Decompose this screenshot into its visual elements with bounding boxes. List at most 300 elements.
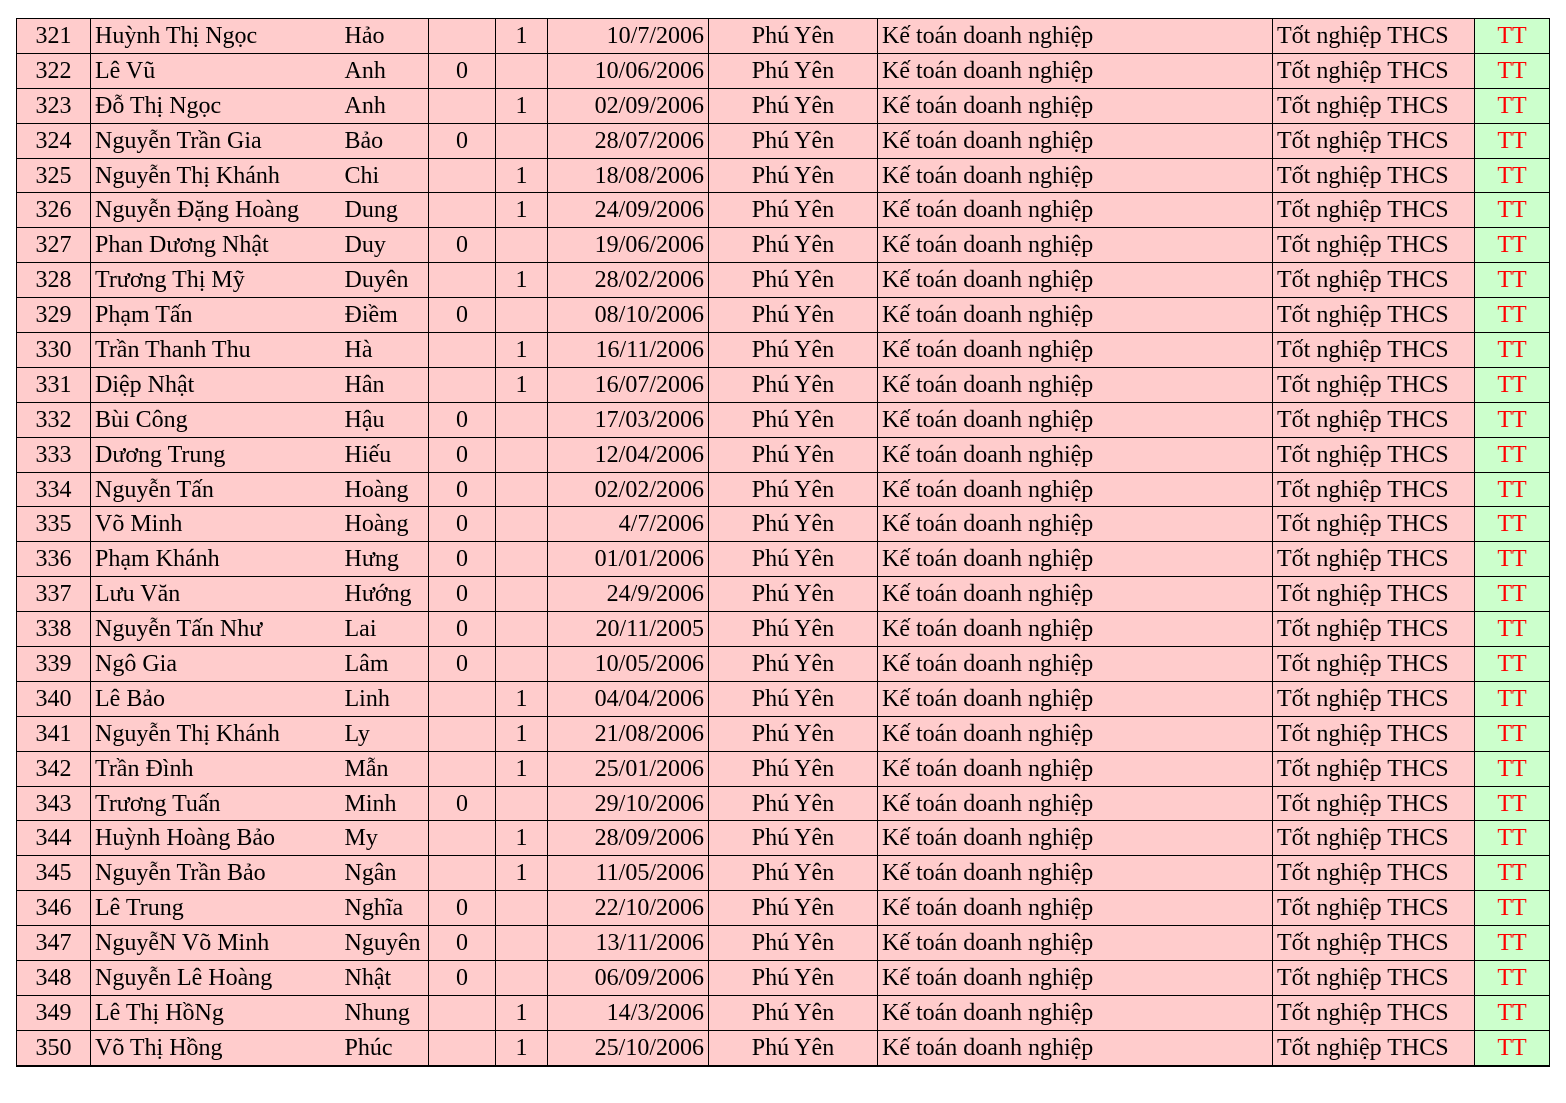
- first-name-cell[interactable]: Nhung: [341, 995, 429, 1030]
- birth-place-cell[interactable]: Phú Yên: [709, 402, 878, 437]
- gender-female-cell[interactable]: [496, 612, 548, 647]
- major-cell[interactable]: Kế toán doanh nghiệp: [878, 472, 1273, 507]
- birth-date-cell[interactable]: 28/09/2006: [548, 821, 709, 856]
- gender-male-cell[interactable]: 0: [429, 786, 496, 821]
- last-middle-name-cell[interactable]: NguyễN Võ Minh: [91, 926, 341, 961]
- row-number-cell[interactable]: 321: [17, 19, 91, 54]
- last-middle-name-cell[interactable]: Võ Thị Hồng: [91, 1030, 341, 1065]
- birth-date-cell[interactable]: 24/09/2006: [548, 193, 709, 228]
- table-row[interactable]: [17, 891, 1550, 926]
- status-cell[interactable]: TT: [1475, 821, 1550, 856]
- birth-place-cell[interactable]: Phú Yên: [709, 367, 878, 402]
- birth-place-cell[interactable]: Phú Yên: [709, 891, 878, 926]
- gender-female-cell[interactable]: [496, 472, 548, 507]
- birth-place-cell[interactable]: Phú Yên: [709, 507, 878, 542]
- birth-place-cell[interactable]: Phú Yên: [709, 298, 878, 333]
- education-level-cell[interactable]: Tốt nghiệp THCS: [1273, 228, 1475, 263]
- first-name-cell[interactable]: Điềm: [341, 298, 429, 333]
- education-level-cell[interactable]: Tốt nghiệp THCS: [1273, 891, 1475, 926]
- table-row[interactable]: [17, 577, 1550, 612]
- row-number-cell[interactable]: 336: [17, 542, 91, 577]
- birth-date-cell[interactable]: 12/04/2006: [548, 437, 709, 472]
- gender-female-cell[interactable]: [496, 123, 548, 158]
- last-middle-name-cell[interactable]: Phạm Tấn: [91, 298, 341, 333]
- gender-male-cell[interactable]: [429, 821, 496, 856]
- table-row[interactable]: [17, 88, 1550, 123]
- first-name-cell[interactable]: Anh: [341, 88, 429, 123]
- first-name-cell[interactable]: Nghĩa: [341, 891, 429, 926]
- birth-place-cell[interactable]: Phú Yên: [709, 472, 878, 507]
- gender-male-cell[interactable]: [429, 263, 496, 298]
- gender-male-cell[interactable]: 0: [429, 647, 496, 682]
- education-level-cell[interactable]: Tốt nghiệp THCS: [1273, 507, 1475, 542]
- major-cell[interactable]: Kế toán doanh nghiệp: [878, 786, 1273, 821]
- birth-place-cell[interactable]: Phú Yên: [709, 786, 878, 821]
- gender-female-cell[interactable]: 1: [496, 88, 548, 123]
- last-middle-name-cell[interactable]: Nguyễn Thị Khánh: [91, 716, 341, 751]
- education-level-cell[interactable]: Tốt nghiệp THCS: [1273, 53, 1475, 88]
- birth-date-cell[interactable]: 24/9/2006: [548, 577, 709, 612]
- birth-place-cell[interactable]: Phú Yên: [709, 263, 878, 298]
- major-cell[interactable]: Kế toán doanh nghiệp: [878, 1030, 1273, 1065]
- row-number-cell[interactable]: 327: [17, 228, 91, 263]
- first-name-cell[interactable]: Hướng: [341, 577, 429, 612]
- birth-place-cell[interactable]: Phú Yên: [709, 542, 878, 577]
- last-middle-name-cell[interactable]: Phan Dương Nhật: [91, 228, 341, 263]
- first-name-cell[interactable]: My: [341, 821, 429, 856]
- last-middle-name-cell[interactable]: Lê Thị HồNg: [91, 995, 341, 1030]
- first-name-cell[interactable]: Hà: [341, 333, 429, 368]
- birth-date-cell[interactable]: 29/10/2006: [548, 786, 709, 821]
- first-name-cell[interactable]: Ly: [341, 716, 429, 751]
- row-number-cell[interactable]: 328: [17, 263, 91, 298]
- table-row[interactable]: [17, 263, 1550, 298]
- gender-male-cell[interactable]: [429, 367, 496, 402]
- status-cell[interactable]: TT: [1475, 53, 1550, 88]
- gender-male-cell[interactable]: [429, 158, 496, 193]
- education-level-cell[interactable]: Tốt nghiệp THCS: [1273, 821, 1475, 856]
- row-number-cell[interactable]: 339: [17, 647, 91, 682]
- status-cell[interactable]: TT: [1475, 751, 1550, 786]
- first-name-cell[interactable]: Phúc: [341, 1030, 429, 1065]
- first-name-cell[interactable]: Hậu: [341, 402, 429, 437]
- table-row[interactable]: [17, 786, 1550, 821]
- status-cell[interactable]: TT: [1475, 298, 1550, 333]
- last-middle-name-cell[interactable]: Nguyễn Lê Hoàng: [91, 961, 341, 996]
- status-cell[interactable]: TT: [1475, 88, 1550, 123]
- last-middle-name-cell[interactable]: Lưu Văn: [91, 577, 341, 612]
- table-row[interactable]: [17, 158, 1550, 193]
- education-level-cell[interactable]: Tốt nghiệp THCS: [1273, 19, 1475, 54]
- row-number-cell[interactable]: 335: [17, 507, 91, 542]
- table-row[interactable]: [17, 681, 1550, 716]
- gender-female-cell[interactable]: [496, 786, 548, 821]
- birth-place-cell[interactable]: Phú Yên: [709, 961, 878, 996]
- table-row[interactable]: [17, 995, 1550, 1030]
- major-cell[interactable]: Kế toán doanh nghiệp: [878, 612, 1273, 647]
- last-middle-name-cell[interactable]: Nguyễn Đặng Hoàng: [91, 193, 341, 228]
- gender-male-cell[interactable]: [429, 995, 496, 1030]
- birth-date-cell[interactable]: 28/07/2006: [548, 123, 709, 158]
- major-cell[interactable]: Kế toán doanh nghiệp: [878, 507, 1273, 542]
- birth-date-cell[interactable]: 16/11/2006: [548, 333, 709, 368]
- gender-female-cell[interactable]: 1: [496, 333, 548, 368]
- education-level-cell[interactable]: Tốt nghiệp THCS: [1273, 542, 1475, 577]
- last-middle-name-cell[interactable]: Lê Trung: [91, 891, 341, 926]
- birth-place-cell[interactable]: Phú Yên: [709, 751, 878, 786]
- birth-place-cell[interactable]: Phú Yên: [709, 53, 878, 88]
- gender-male-cell[interactable]: 0: [429, 577, 496, 612]
- major-cell[interactable]: Kế toán doanh nghiệp: [878, 542, 1273, 577]
- education-level-cell[interactable]: Tốt nghiệp THCS: [1273, 926, 1475, 961]
- row-number-cell[interactable]: 345: [17, 856, 91, 891]
- major-cell[interactable]: Kế toán doanh nghiệp: [878, 926, 1273, 961]
- major-cell[interactable]: Kế toán doanh nghiệp: [878, 856, 1273, 891]
- birth-place-cell[interactable]: Phú Yên: [709, 995, 878, 1030]
- gender-male-cell[interactable]: [429, 716, 496, 751]
- birth-date-cell[interactable]: 11/05/2006: [548, 856, 709, 891]
- gender-male-cell[interactable]: 0: [429, 926, 496, 961]
- birth-place-cell[interactable]: Phú Yên: [709, 158, 878, 193]
- last-middle-name-cell[interactable]: Bùi Công: [91, 402, 341, 437]
- education-level-cell[interactable]: Tốt nghiệp THCS: [1273, 647, 1475, 682]
- first-name-cell[interactable]: Hoàng: [341, 472, 429, 507]
- first-name-cell[interactable]: Nguyên: [341, 926, 429, 961]
- first-name-cell[interactable]: Mẫn: [341, 751, 429, 786]
- table-row[interactable]: [17, 751, 1550, 786]
- last-middle-name-cell[interactable]: Trần Đình: [91, 751, 341, 786]
- status-cell[interactable]: TT: [1475, 1030, 1550, 1065]
- table-row[interactable]: [17, 228, 1550, 263]
- last-middle-name-cell[interactable]: Phạm Khánh: [91, 542, 341, 577]
- last-middle-name-cell[interactable]: Nguyễn Trần Bảo: [91, 856, 341, 891]
- gender-male-cell[interactable]: 0: [429, 472, 496, 507]
- status-cell[interactable]: TT: [1475, 856, 1550, 891]
- birth-place-cell[interactable]: Phú Yên: [709, 612, 878, 647]
- education-level-cell[interactable]: Tốt nghiệp THCS: [1273, 472, 1475, 507]
- birth-date-cell[interactable]: 25/10/2006: [548, 1030, 709, 1065]
- gender-male-cell[interactable]: 0: [429, 961, 496, 996]
- major-cell[interactable]: Kế toán doanh nghiệp: [878, 961, 1273, 996]
- major-cell[interactable]: Kế toán doanh nghiệp: [878, 681, 1273, 716]
- birth-date-cell[interactable]: 18/08/2006: [548, 158, 709, 193]
- status-cell[interactable]: TT: [1475, 507, 1550, 542]
- first-name-cell[interactable]: Hưng: [341, 542, 429, 577]
- table-row[interactable]: [17, 402, 1550, 437]
- status-cell[interactable]: TT: [1475, 367, 1550, 402]
- gender-female-cell[interactable]: [496, 507, 548, 542]
- birth-date-cell[interactable]: 28/02/2006: [548, 263, 709, 298]
- first-name-cell[interactable]: Bảo: [341, 123, 429, 158]
- gender-female-cell[interactable]: 1: [496, 193, 548, 228]
- status-cell[interactable]: TT: [1475, 472, 1550, 507]
- last-middle-name-cell[interactable]: Đỗ Thị Ngọc: [91, 88, 341, 123]
- major-cell[interactable]: Kế toán doanh nghiệp: [878, 263, 1273, 298]
- gender-male-cell[interactable]: 0: [429, 612, 496, 647]
- table-row[interactable]: [17, 19, 1550, 54]
- row-number-cell[interactable]: 332: [17, 402, 91, 437]
- birth-date-cell[interactable]: 14/3/2006: [548, 995, 709, 1030]
- major-cell[interactable]: Kế toán doanh nghiệp: [878, 53, 1273, 88]
- birth-date-cell[interactable]: 13/11/2006: [548, 926, 709, 961]
- last-middle-name-cell[interactable]: Huỳnh Hoàng Bảo: [91, 821, 341, 856]
- gender-female-cell[interactable]: [496, 53, 548, 88]
- gender-male-cell[interactable]: 0: [429, 542, 496, 577]
- status-cell[interactable]: TT: [1475, 228, 1550, 263]
- first-name-cell[interactable]: Dung: [341, 193, 429, 228]
- row-number-cell[interactable]: 329: [17, 298, 91, 333]
- education-level-cell[interactable]: Tốt nghiệp THCS: [1273, 402, 1475, 437]
- table-row[interactable]: [17, 367, 1550, 402]
- education-level-cell[interactable]: Tốt nghiệp THCS: [1273, 995, 1475, 1030]
- gender-female-cell[interactable]: 1: [496, 856, 548, 891]
- first-name-cell[interactable]: Hoàng: [341, 507, 429, 542]
- first-name-cell[interactable]: Duy: [341, 228, 429, 263]
- status-cell[interactable]: TT: [1475, 577, 1550, 612]
- education-level-cell[interactable]: Tốt nghiệp THCS: [1273, 681, 1475, 716]
- last-middle-name-cell[interactable]: Nguyễn Tấn Như: [91, 612, 341, 647]
- birth-place-cell[interactable]: Phú Yên: [709, 1030, 878, 1065]
- row-number-cell[interactable]: 322: [17, 53, 91, 88]
- status-cell[interactable]: TT: [1475, 926, 1550, 961]
- gender-male-cell[interactable]: 0: [429, 437, 496, 472]
- last-middle-name-cell[interactable]: Ngô Gia: [91, 647, 341, 682]
- gender-male-cell[interactable]: 0: [429, 53, 496, 88]
- table-row[interactable]: [17, 53, 1550, 88]
- education-level-cell[interactable]: Tốt nghiệp THCS: [1273, 1030, 1475, 1065]
- first-name-cell[interactable]: Lai: [341, 612, 429, 647]
- row-number-cell[interactable]: 346: [17, 891, 91, 926]
- status-cell[interactable]: TT: [1475, 647, 1550, 682]
- gender-male-cell[interactable]: [429, 751, 496, 786]
- birth-place-cell[interactable]: Phú Yên: [709, 926, 878, 961]
- gender-male-cell[interactable]: [429, 1030, 496, 1065]
- major-cell[interactable]: Kế toán doanh nghiệp: [878, 19, 1273, 54]
- education-level-cell[interactable]: Tốt nghiệp THCS: [1273, 751, 1475, 786]
- table-row[interactable]: [17, 472, 1550, 507]
- gender-female-cell[interactable]: [496, 402, 548, 437]
- major-cell[interactable]: Kế toán doanh nghiệp: [878, 123, 1273, 158]
- birth-place-cell[interactable]: Phú Yên: [709, 437, 878, 472]
- status-cell[interactable]: TT: [1475, 19, 1550, 54]
- birth-date-cell[interactable]: 06/09/2006: [548, 961, 709, 996]
- gender-female-cell[interactable]: [496, 577, 548, 612]
- gender-female-cell[interactable]: [496, 891, 548, 926]
- birth-date-cell[interactable]: 21/08/2006: [548, 716, 709, 751]
- gender-male-cell[interactable]: [429, 681, 496, 716]
- birth-date-cell[interactable]: 08/10/2006: [548, 298, 709, 333]
- last-middle-name-cell[interactable]: Lê Vũ: [91, 53, 341, 88]
- birth-date-cell[interactable]: 19/06/2006: [548, 228, 709, 263]
- major-cell[interactable]: Kế toán doanh nghiệp: [878, 193, 1273, 228]
- row-number-cell[interactable]: 347: [17, 926, 91, 961]
- major-cell[interactable]: Kế toán doanh nghiệp: [878, 228, 1273, 263]
- table-row[interactable]: [17, 193, 1550, 228]
- birth-date-cell[interactable]: 4/7/2006: [548, 507, 709, 542]
- table-row[interactable]: [17, 716, 1550, 751]
- row-number-cell[interactable]: 326: [17, 193, 91, 228]
- status-cell[interactable]: TT: [1475, 333, 1550, 368]
- last-middle-name-cell[interactable]: Võ Minh: [91, 507, 341, 542]
- gender-female-cell[interactable]: [496, 542, 548, 577]
- major-cell[interactable]: Kế toán doanh nghiệp: [878, 298, 1273, 333]
- major-cell[interactable]: Kế toán doanh nghiệp: [878, 647, 1273, 682]
- first-name-cell[interactable]: Hân: [341, 367, 429, 402]
- education-level-cell[interactable]: Tốt nghiệp THCS: [1273, 716, 1475, 751]
- first-name-cell[interactable]: Hiếu: [341, 437, 429, 472]
- row-number-cell[interactable]: 323: [17, 88, 91, 123]
- table-row[interactable]: [17, 821, 1550, 856]
- row-number-cell[interactable]: 333: [17, 437, 91, 472]
- table-row[interactable]: [17, 647, 1550, 682]
- major-cell[interactable]: Kế toán doanh nghiệp: [878, 333, 1273, 368]
- last-middle-name-cell[interactable]: Trương Thị Mỹ: [91, 263, 341, 298]
- status-cell[interactable]: TT: [1475, 612, 1550, 647]
- first-name-cell[interactable]: Minh: [341, 786, 429, 821]
- row-number-cell[interactable]: 348: [17, 961, 91, 996]
- major-cell[interactable]: Kế toán doanh nghiệp: [878, 577, 1273, 612]
- education-level-cell[interactable]: Tốt nghiệp THCS: [1273, 88, 1475, 123]
- table-row[interactable]: [17, 612, 1550, 647]
- education-level-cell[interactable]: Tốt nghiệp THCS: [1273, 193, 1475, 228]
- gender-male-cell[interactable]: 0: [429, 298, 496, 333]
- row-number-cell[interactable]: 349: [17, 995, 91, 1030]
- birth-date-cell[interactable]: 20/11/2005: [548, 612, 709, 647]
- table-row[interactable]: [17, 507, 1550, 542]
- birth-date-cell[interactable]: 10/06/2006: [548, 53, 709, 88]
- major-cell[interactable]: Kế toán doanh nghiệp: [878, 716, 1273, 751]
- first-name-cell[interactable]: Linh: [341, 681, 429, 716]
- last-middle-name-cell[interactable]: Nguyễn Thị Khánh: [91, 158, 341, 193]
- gender-male-cell[interactable]: 0: [429, 402, 496, 437]
- row-number-cell[interactable]: 344: [17, 821, 91, 856]
- gender-female-cell[interactable]: 1: [496, 751, 548, 786]
- gender-female-cell[interactable]: 1: [496, 158, 548, 193]
- table-row[interactable]: [17, 437, 1550, 472]
- row-number-cell[interactable]: 340: [17, 681, 91, 716]
- education-level-cell[interactable]: Tốt nghiệp THCS: [1273, 333, 1475, 368]
- status-cell[interactable]: TT: [1475, 891, 1550, 926]
- last-middle-name-cell[interactable]: Nguyễn Trần Gia: [91, 123, 341, 158]
- first-name-cell[interactable]: Duyên: [341, 263, 429, 298]
- birth-date-cell[interactable]: 02/02/2006: [548, 472, 709, 507]
- table-row[interactable]: [17, 1030, 1550, 1065]
- education-level-cell[interactable]: Tốt nghiệp THCS: [1273, 786, 1475, 821]
- last-middle-name-cell[interactable]: Diệp Nhật: [91, 367, 341, 402]
- gender-male-cell[interactable]: [429, 88, 496, 123]
- birth-date-cell[interactable]: 04/04/2006: [548, 681, 709, 716]
- table-row[interactable]: [17, 333, 1550, 368]
- status-cell[interactable]: TT: [1475, 961, 1550, 996]
- last-middle-name-cell[interactable]: Lê Bảo: [91, 681, 341, 716]
- first-name-cell[interactable]: Chi: [341, 158, 429, 193]
- gender-male-cell[interactable]: [429, 856, 496, 891]
- row-number-cell[interactable]: 338: [17, 612, 91, 647]
- status-cell[interactable]: TT: [1475, 123, 1550, 158]
- education-level-cell[interactable]: Tốt nghiệp THCS: [1273, 577, 1475, 612]
- education-level-cell[interactable]: Tốt nghiệp THCS: [1273, 263, 1475, 298]
- row-number-cell[interactable]: 341: [17, 716, 91, 751]
- gender-female-cell[interactable]: 1: [496, 263, 548, 298]
- last-middle-name-cell[interactable]: Huỳnh Thị Ngọc: [91, 19, 341, 54]
- gender-female-cell[interactable]: 1: [496, 681, 548, 716]
- table-row[interactable]: [17, 926, 1550, 961]
- birth-date-cell[interactable]: 02/09/2006: [548, 88, 709, 123]
- education-level-cell[interactable]: Tốt nghiệp THCS: [1273, 158, 1475, 193]
- birth-date-cell[interactable]: 10/7/2006: [548, 19, 709, 54]
- row-number-cell[interactable]: 337: [17, 577, 91, 612]
- birth-place-cell[interactable]: Phú Yên: [709, 577, 878, 612]
- last-middle-name-cell[interactable]: Dương Trung: [91, 437, 341, 472]
- major-cell[interactable]: Kế toán doanh nghiệp: [878, 158, 1273, 193]
- major-cell[interactable]: Kế toán doanh nghiệp: [878, 891, 1273, 926]
- birth-date-cell[interactable]: 22/10/2006: [548, 891, 709, 926]
- row-number-cell[interactable]: 343: [17, 786, 91, 821]
- first-name-cell[interactable]: Lâm: [341, 647, 429, 682]
- birth-date-cell[interactable]: 25/01/2006: [548, 751, 709, 786]
- row-number-cell[interactable]: 324: [17, 123, 91, 158]
- status-cell[interactable]: TT: [1475, 263, 1550, 298]
- status-cell[interactable]: TT: [1475, 158, 1550, 193]
- birth-date-cell[interactable]: 17/03/2006: [548, 402, 709, 437]
- last-middle-name-cell[interactable]: Trương Tuấn: [91, 786, 341, 821]
- gender-female-cell[interactable]: [496, 647, 548, 682]
- birth-place-cell[interactable]: Phú Yên: [709, 333, 878, 368]
- birth-place-cell[interactable]: Phú Yên: [709, 19, 878, 54]
- gender-male-cell[interactable]: [429, 193, 496, 228]
- education-level-cell[interactable]: Tốt nghiệp THCS: [1273, 367, 1475, 402]
- table-row[interactable]: [17, 298, 1550, 333]
- gender-female-cell[interactable]: 1: [496, 1030, 548, 1065]
- row-number-cell[interactable]: 331: [17, 367, 91, 402]
- education-level-cell[interactable]: Tốt nghiệp THCS: [1273, 437, 1475, 472]
- birth-place-cell[interactable]: Phú Yên: [709, 228, 878, 263]
- status-cell[interactable]: TT: [1475, 681, 1550, 716]
- status-cell[interactable]: TT: [1475, 716, 1550, 751]
- education-level-cell[interactable]: Tốt nghiệp THCS: [1273, 856, 1475, 891]
- birth-place-cell[interactable]: Phú Yên: [709, 716, 878, 751]
- row-number-cell[interactable]: 334: [17, 472, 91, 507]
- table-row[interactable]: [17, 123, 1550, 158]
- status-cell[interactable]: TT: [1475, 193, 1550, 228]
- gender-female-cell[interactable]: [496, 298, 548, 333]
- row-number-cell[interactable]: 350: [17, 1030, 91, 1065]
- table-row[interactable]: [17, 856, 1550, 891]
- birth-date-cell[interactable]: 10/05/2006: [548, 647, 709, 682]
- gender-female-cell[interactable]: [496, 228, 548, 263]
- major-cell[interactable]: Kế toán doanh nghiệp: [878, 821, 1273, 856]
- status-cell[interactable]: TT: [1475, 437, 1550, 472]
- gender-female-cell[interactable]: [496, 926, 548, 961]
- status-cell[interactable]: TT: [1475, 995, 1550, 1030]
- gender-female-cell[interactable]: [496, 961, 548, 996]
- birth-date-cell[interactable]: 01/01/2006: [548, 542, 709, 577]
- row-number-cell[interactable]: 325: [17, 158, 91, 193]
- gender-male-cell[interactable]: 0: [429, 123, 496, 158]
- major-cell[interactable]: Kế toán doanh nghiệp: [878, 751, 1273, 786]
- gender-male-cell[interactable]: [429, 333, 496, 368]
- status-cell[interactable]: TT: [1475, 542, 1550, 577]
- last-middle-name-cell[interactable]: Trần Thanh Thu: [91, 333, 341, 368]
- first-name-cell[interactable]: Ngân: [341, 856, 429, 891]
- birth-place-cell[interactable]: Phú Yên: [709, 193, 878, 228]
- gender-female-cell[interactable]: 1: [496, 19, 548, 54]
- status-cell[interactable]: TT: [1475, 402, 1550, 437]
- last-middle-name-cell[interactable]: Nguyễn Tấn: [91, 472, 341, 507]
- gender-female-cell[interactable]: 1: [496, 367, 548, 402]
- birth-place-cell[interactable]: Phú Yên: [709, 647, 878, 682]
- major-cell[interactable]: Kế toán doanh nghiệp: [878, 437, 1273, 472]
